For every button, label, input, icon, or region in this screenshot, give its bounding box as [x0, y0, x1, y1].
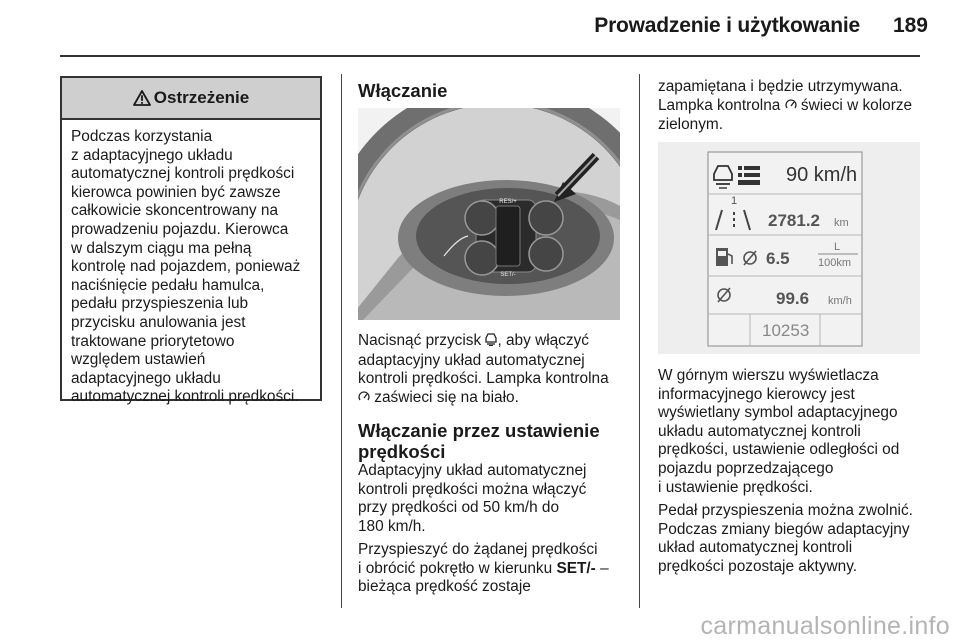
text-line: [358, 389, 628, 409]
text-line: układ automatycznej kontroli: [658, 539, 853, 557]
text-line: kontroli prędkości można włączyć: [358, 480, 587, 498]
paragraph-gear-change: [658, 502, 934, 576]
page-number: 189: [892, 14, 928, 37]
warning-line: pedału przyspieszenia lub: [71, 295, 249, 313]
warning-line: naciśnięcie pedału hamulca,: [71, 276, 265, 294]
text-line: pojazdu poprzedzającego: [658, 459, 834, 477]
text-line: prędkości pozostaje aktywny.: [658, 557, 858, 575]
warning-header: [62, 78, 320, 120]
text-line: i ustawienie prędkości.: [658, 478, 813, 496]
display-consumption: 6.5: [766, 249, 790, 268]
display-consumption-unit-bottom: 100km: [818, 257, 852, 269]
header-divider: [60, 55, 920, 57]
text-line: układu automatycznej kontroli: [658, 422, 861, 440]
text-line: zielonym.: [658, 116, 724, 134]
text-fragment: świeci w kolorze: [796, 96, 913, 114]
warning-line: z adaptacyjnego układu: [71, 146, 233, 164]
text-fragment: , aby włączyć: [497, 332, 589, 349]
warning-line: traktowane priorytetowo: [71, 332, 235, 350]
column-divider-left: [341, 74, 342, 608]
warning-line: całkowicie skoncentrowany na: [71, 202, 279, 220]
text-line: W górnym wierszu wyświetlacza: [658, 367, 879, 384]
text-fragment: i obrócić pokrętło w kierunku: [358, 559, 557, 577]
text-line: [658, 97, 928, 117]
text-line: Pedał przyspieszenia można zwolnić.: [658, 502, 913, 519]
paragraph-accelerate: [358, 541, 628, 597]
display-average-speed-unit: km/h: [828, 295, 852, 307]
text-line: informacyjnego kierowcy jest: [658, 385, 855, 403]
text-line: prędkości, ustawienie odległości od: [658, 441, 900, 459]
section-heading-speed-set: [358, 420, 600, 462]
text-fragment: Lampka kontrolna: [658, 96, 781, 114]
steering-wheel-photo: [358, 108, 620, 320]
text-fragment: –: [595, 559, 609, 577]
display-speed: 90 km/h: [786, 164, 858, 186]
text-line: zapamiętana i będzie utrzymywana.: [658, 78, 903, 95]
text-line: Podczas zmiany biegów adaptacyjny: [658, 520, 910, 538]
warning-triangle-icon: [133, 90, 151, 106]
heading-line: prędkości: [358, 441, 446, 462]
text-line: przy prędkości od 50 km/h do: [358, 499, 560, 517]
display-gear-hint: 1: [731, 195, 738, 207]
text-line: Przyspieszyć do żądanej prędkości: [358, 541, 598, 558]
text-line: adaptacyjny układ automatycznej: [358, 351, 585, 369]
text-line: wyświetlany symbol adaptacyjnego: [658, 404, 898, 422]
set-label-bold: SET/-: [556, 559, 596, 577]
display-trip-distance: 2781.2: [768, 211, 820, 230]
warning-line: kierowca powinien być zawsze: [71, 183, 281, 201]
driver-info-display-figure: [658, 142, 920, 354]
warning-line: w dalszym ciągu ma pełną: [71, 239, 252, 257]
section-heading-wlaczanie: Włączanie: [358, 80, 448, 101]
watermark: carmanualsonline.info: [700, 612, 950, 640]
paragraph-display-description: [658, 367, 928, 497]
page-header-title: Prowadzenie i użytkowanie: [594, 14, 860, 37]
display-odometer: 10253: [762, 321, 810, 340]
warning-line: adaptacyjnego układu: [71, 369, 221, 387]
text-line: kontroli prędkości. Lampka kontrolna: [358, 370, 609, 388]
paragraph-enable-button: [358, 332, 628, 408]
warning-line: względem ustawień: [71, 351, 206, 369]
warning-line: automatycznej kontroli prędkości.: [71, 388, 299, 406]
warning-title: Ostrzeżenie: [153, 88, 250, 107]
cruise-control-indicator-icon: [785, 98, 797, 117]
res-label: RES/+: [499, 199, 517, 205]
display-average-speed: 99.6: [776, 289, 810, 308]
warning-text: [62, 120, 320, 407]
warning-line: prowadzeniu pojazdu. Kierowca: [71, 220, 289, 238]
warning-line: przycisku anulowania jest: [71, 313, 246, 331]
text-line: bieżąca prędkość zostaje: [358, 578, 531, 596]
paragraph-speed-range: [358, 462, 628, 536]
display-consumption-unit-top: L: [834, 241, 841, 253]
set-label: SET/-: [500, 272, 516, 278]
following-distance-bars-icon: [738, 166, 760, 185]
text-line: Adaptacyjny układ automatycznej: [358, 462, 587, 479]
text-fragment: Nacisnąć przycisk: [358, 332, 482, 349]
heading-line: Włączanie przez ustawienie: [358, 420, 600, 441]
warning-line: automatycznej kontroli prędkości: [71, 165, 295, 183]
warning-box: [60, 76, 322, 406]
warning-line: kontrolę nad pojazdem, ponieważ: [71, 258, 301, 276]
adaptive-cruise-button-icon: [485, 333, 497, 352]
cruise-control-indicator-icon: [358, 390, 370, 409]
display-distance-unit: km: [834, 217, 849, 229]
warning-line: Podczas korzystania: [71, 128, 213, 145]
paragraph-stored-speed: [658, 78, 928, 135]
text-line: [358, 332, 628, 352]
column-divider-right: [639, 74, 640, 608]
text-fragment: zaświeci się na biało.: [370, 388, 519, 406]
text-line: [358, 560, 628, 579]
text-line: 180 km/h.: [358, 517, 426, 535]
